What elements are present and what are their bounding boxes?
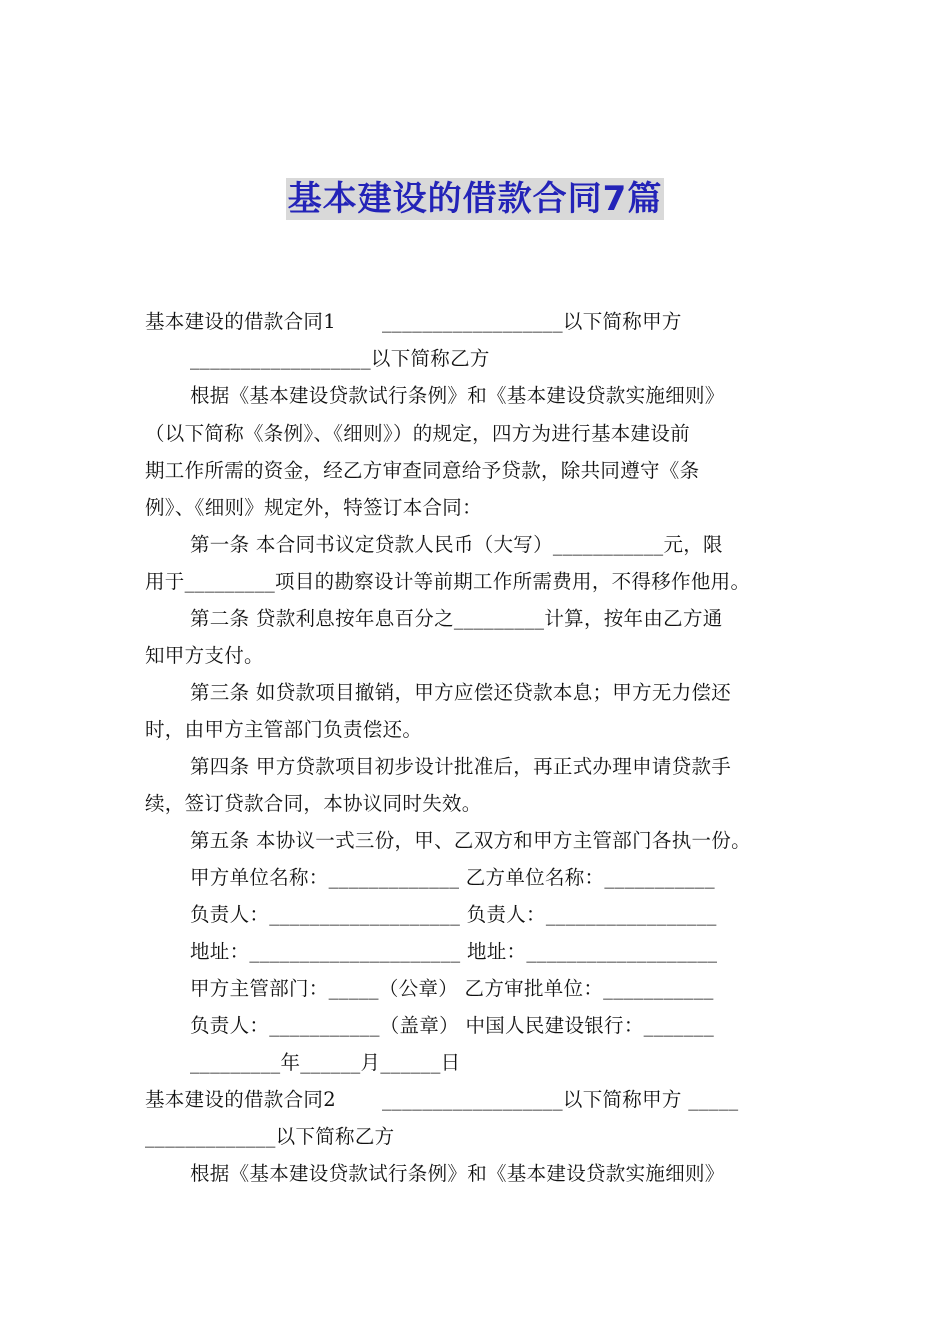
article-1-line: 第一条 本合同书议定贷款人民币（大写）___________元，限	[190, 533, 723, 556]
article-3-line: 时，由甲方主管部门负责偿还。	[145, 718, 423, 741]
paragraph-line: 根据《基本建设贷款试行条例》和《基本建设贷款实施细则》	[190, 384, 725, 407]
signature-line: 负责人：___________________ 负责人：_________________	[190, 903, 717, 926]
article-2-line: 知甲方支付。	[145, 644, 264, 667]
contract-1-heading: 基本建设的借款合同1 __________________以下简称甲方	[145, 310, 682, 333]
document-title: 基本建设的借款合同7篇	[287, 179, 663, 219]
party-b-line: _____________以下简称乙方	[145, 1125, 395, 1148]
article-4-line: 续，签订贷款合同，本协议同时失效。	[145, 792, 482, 815]
signature-line: 甲方单位名称：_____________ 乙方单位名称：___________	[190, 866, 715, 889]
signature-line: 地址：_____________________ 地址：___________________	[190, 940, 718, 963]
title-wrap	[0, 178, 950, 220]
paragraph-line: 期工作所需的资金，经乙方审查同意给予贷款，除共同遵守《条	[145, 459, 700, 482]
article-2-line: 第二条 贷款利息按年息百分之_________计算，按年由乙方通	[190, 607, 723, 630]
signature-line: 甲方主管部门：_____（公章） 乙方审批单位：___________	[190, 977, 714, 1000]
paragraph-line: （以下简称《条例》、《细则》）的规定，四方为进行基本建设前	[145, 422, 690, 445]
party-b-line: __________________以下简称乙方	[190, 347, 490, 370]
article-1-line: 用于_________项目的勘察设计等前期工作所需费用，不得移作他用。	[145, 570, 751, 593]
contract-2-heading: 基本建设的借款合同2 __________________以下简称甲方 _____	[145, 1088, 739, 1111]
article-5-line: 第五条 本协议一式三份，甲、乙双方和甲方主管部门各执一份。	[190, 829, 751, 852]
paragraph-line: 根据《基本建设贷款试行条例》和《基本建设贷款实施细则》	[190, 1162, 725, 1185]
signature-line: 负责人：___________（盖章） 中国人民建设银行：_______	[190, 1014, 714, 1037]
paragraph-line: 例》、《细则》规定外，特签订本合同：	[145, 496, 482, 519]
article-3-line: 第三条 如贷款项目撤销，甲方应偿还贷款本息；甲方无力偿还	[190, 681, 732, 704]
article-4-line: 第四条 甲方贷款项目初步设计批准后，再正式办理申请贷款手	[190, 755, 732, 778]
date-line: _________年______月______日	[190, 1051, 461, 1074]
